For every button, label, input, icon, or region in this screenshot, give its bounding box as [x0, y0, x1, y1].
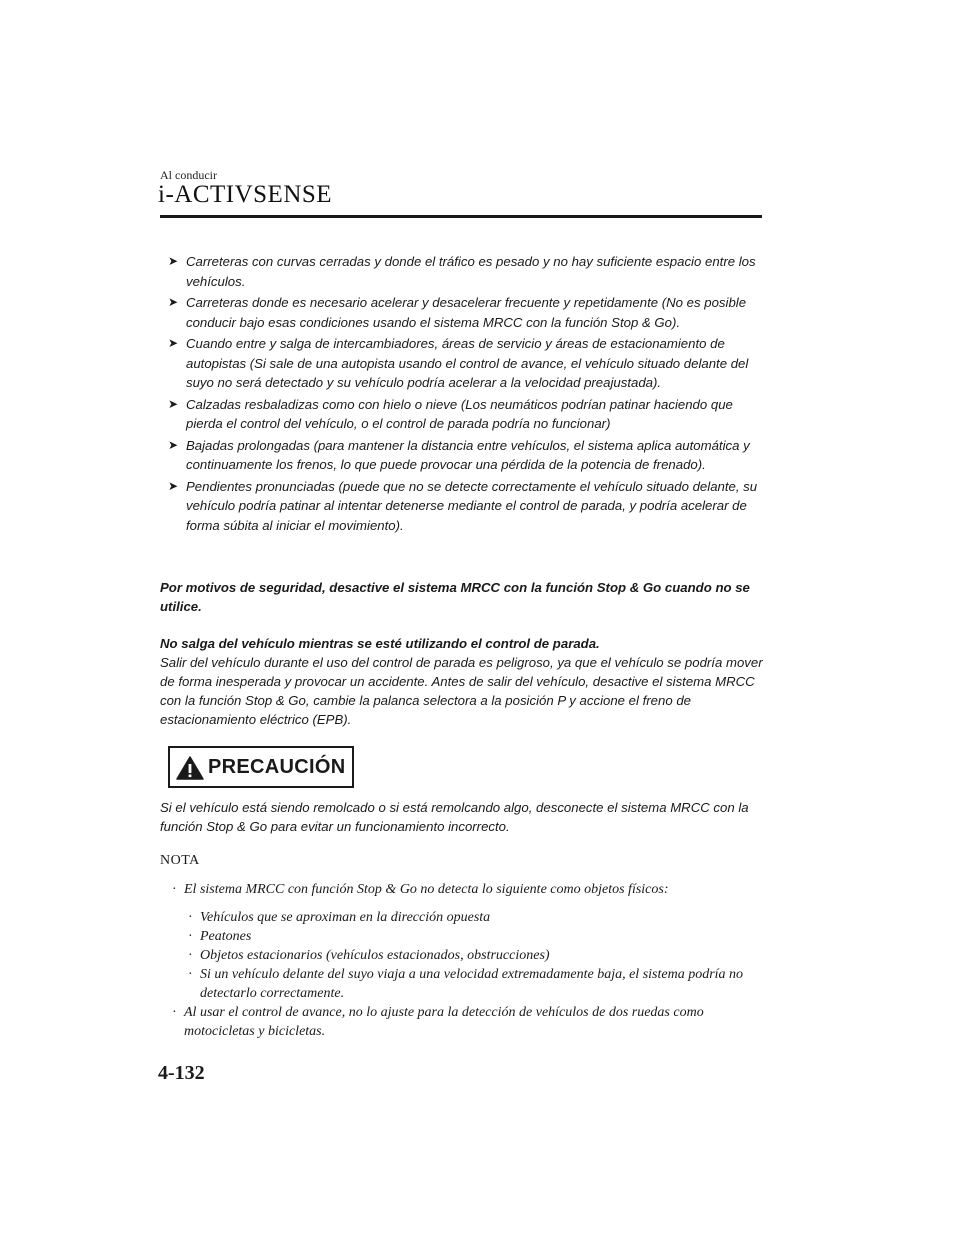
condition-list: [168, 252, 768, 537]
list-item: ➤ Pendientes pronunciadas (puede que no se detecte correctamente el vehículo situado delante, su vehículo podría patinar al intentar detenerse mediante el control de parada, y podría acelerar de forma súbita al iniciar el movimiento).: [168, 478, 758, 533]
caution-box: [168, 746, 354, 788]
exit-warning-text: Salir del vehículo durante el uso del control de parada es peligroso, ya que el vehículo se podría mover de forma inesperada y provocar un accidente. Antes de salir del vehículo, desactive el sistema MRCC con la función Stop & Go, cambie la palanca selectora a la posición P y accione el freno de estacionamiento eléctrico (EPB).: [160, 655, 763, 727]
note-subitem: · Peatones: [188, 929, 252, 944]
page-number: 4-132: [158, 1062, 205, 1084]
section-label: Al conducir: [160, 168, 217, 182]
list-item: ➤ Bajadas prolongadas (para mantener la distancia entre vehículos, el sistema aplica automática y continuamente los frenos, lo que puede provocar una pérdida de la potencia de frenado).: [168, 437, 750, 472]
arrow-bullet-icon: ➤: [168, 254, 179, 268]
list-item: ➤ Calzadas resbaladizas como con hielo o nieve (Los neumáticos podrían patinar haciendo que pierda el control del vehículo, o el control de parada podría no funcionar): [168, 396, 733, 431]
bullet-dot-icon: ·: [188, 929, 193, 944]
arrow-bullet-icon: ➤: [168, 396, 179, 411]
note-sub-list: [188, 908, 772, 1003]
header-divider: [160, 215, 762, 218]
exit-warning-heading: No salga del vehículo mientras se esté utilizando el control de parada.: [160, 636, 600, 651]
safety-warning-text: Por motivos de seguridad, desactive el sistema MRCC con la función Stop & Go cuando no se utilice.: [160, 580, 750, 614]
bullet-dot-icon: ·: [188, 948, 193, 963]
arrow-bullet-icon: ➤: [168, 478, 179, 493]
warning-triangle-icon: [176, 755, 204, 781]
caution-title: PRECAUCIÓN: [208, 756, 346, 778]
note-subitem: · Vehículos que se aproximan en la dirección opuesta: [188, 910, 491, 925]
bullet-dot-icon: ·: [188, 910, 193, 925]
note-subitem: · Objetos estacionarios (vehículos estacionados, obstrucciones): [188, 948, 550, 963]
note-item: · El sistema MRCC con función Stop & Go no detecta lo siguiente como objetos físicos:: [172, 882, 669, 897]
bullet-dot-icon: ·: [188, 967, 193, 982]
list-item: ➤ Carreteras donde es necesario acelerar y desacelerar frecuente y repetidamente (No es posible conducir bajo esas condiciones usando el sistema MRCC con la función Stop & Go).: [168, 295, 747, 330]
note-item: · Al usar el control de avance, no lo ajuste para la detección de vehículos de dos ruedas como motocicletas y bicicletas.: [172, 1005, 704, 1039]
list-item: ➤ Carreteras con curvas cerradas y donde el tráfico es pesado y no hay suficiente espacio entre los vehículos.: [168, 254, 756, 289]
arrow-bullet-icon: ➤: [168, 437, 179, 452]
bullet-dot-icon: ·: [172, 1005, 177, 1020]
note-subitem: · Si un vehículo delante del suyo viaja a una velocidad extremadamente baja, el sistema podría no detectarlo correctamente.: [188, 967, 744, 1001]
list-item: ➤ Cuando entre y salga de intercambiadores, áreas de servicio y áreas de estacionamiento de autopistas (Si sale de una autopista usando el control de avance, el vehículo situado delante del suyo no será detectado y su vehículo podría acelerar a la velocidad preajustada).: [168, 336, 749, 390]
arrow-bullet-icon: ➤: [168, 336, 179, 350]
caution-text: Si el vehículo está siendo remolcado o si está remolcando algo, desconecte el sistema MRCC con la función Stop & Go para evitar un funcionamiento incorrecto.: [160, 800, 749, 834]
bullet-dot-icon: ·: [172, 882, 177, 897]
arrow-bullet-icon: ➤: [168, 295, 179, 309]
page-title: i-ACTIVSENSE: [158, 181, 333, 208]
note-label: NOTA: [160, 853, 200, 868]
note-list: [172, 880, 772, 1041]
